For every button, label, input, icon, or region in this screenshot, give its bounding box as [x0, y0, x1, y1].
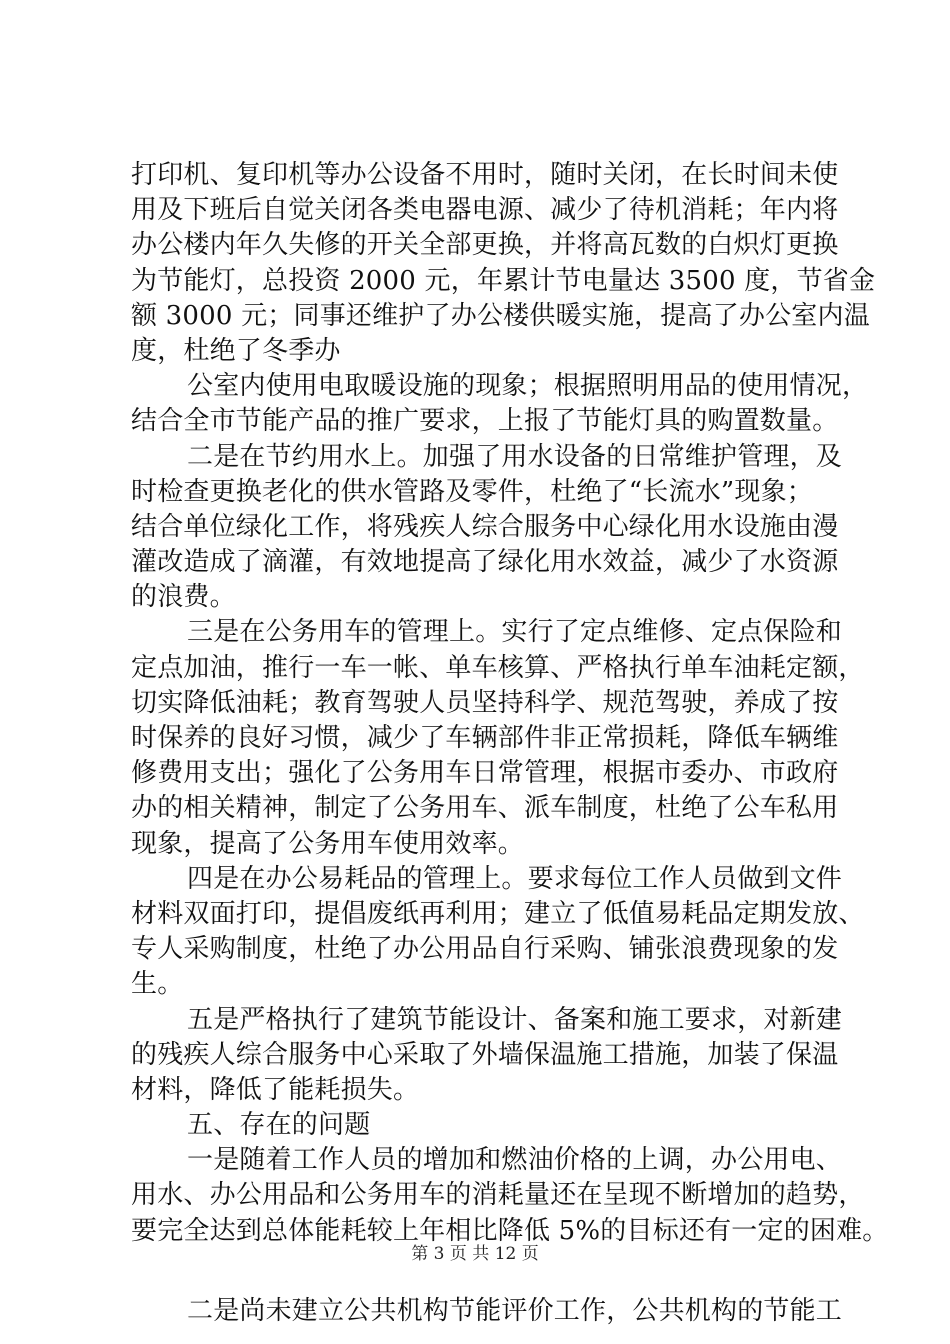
text-line: 材料，降低了能耗损失。	[131, 1074, 420, 1105]
text-line: 结合全市节能产品的推广要求，上报了节能灯具的购置数量。	[131, 406, 839, 437]
page-footer: 第 3 页 共 12 页	[411, 1244, 539, 1264]
text-line: 切实降低油耗；教育驾驶人员坚持科学、规范驾驶，养成了按	[131, 687, 839, 718]
text-line: 的浪费。	[131, 582, 236, 613]
text-line: 修费用支出；强化了公务用车日常管理，根据市委办、市政府	[131, 758, 839, 789]
text-line: 公室内使用电取暖设施的现象；根据照明用品的使用情况，	[187, 371, 869, 402]
text-line: 四是在办公易耗品的管理上。要求每位工作人员做到文件	[187, 863, 843, 894]
text-line: 生。	[131, 969, 184, 1000]
text-line: 现象，提高了公务用车使用效率。	[131, 828, 525, 859]
text-line: 灌改造成了滴灌，有效地提高了绿化用水效益，减少了水资源	[131, 547, 839, 578]
text-line: 用及下班后自觉关闭各类电器电源、减少了待机消耗；年内将	[131, 195, 839, 226]
text-line: 时检查更换老化的供水管路及零件，杜绝了“长流水”现象；	[131, 476, 813, 507]
text-line: 五、存在的问题	[187, 1110, 371, 1141]
text-line: 要完全达到总体能耗较上年相比降低 5%的目标还有一定的困难。	[131, 1215, 889, 1246]
text-line: 定点加油，推行一车一帐、单车核算、严格执行单车油耗定额，	[131, 652, 865, 683]
text-line: 度，杜绝了冬季办	[131, 335, 341, 366]
text-line: 用水、办公用品和公务用车的消耗量还在呈现不断增加的趋势，	[131, 1180, 865, 1211]
text-line: 额 3000 元；同事还维护了办公楼供暖实施，提高了办公室内温	[131, 300, 870, 331]
text-line: 时保养的良好习惯，减少了车辆部件非正常损耗，降低车辆维	[131, 723, 839, 753]
text-line: 材料双面打印，提倡废纸再利用；建立了低值易耗品定期发放、	[131, 898, 865, 929]
text-line: 三是在公务用车的管理上。实行了定点维修、定点保险和	[187, 617, 843, 648]
text-line: 的残疾人综合服务中心采取了外墙保温施工措施，加装了保温	[131, 1039, 839, 1070]
text-line: 二是在节约用水上。加强了用水设备的日常维护管理，及	[187, 441, 843, 472]
text-line: 办公楼内年久失修的开关全部更换，并将高瓦数的白炽灯更换	[131, 230, 839, 261]
text-line: 五是严格执行了建筑节能设计、备案和施工要求，对新建	[187, 1004, 843, 1035]
text-line: 为节能灯，总投资 2000 元，年累计节电量达 3500 度，节省金	[131, 265, 876, 296]
text-line: 一是随着工作人员的增加和燃油价格的上调，办公用电、	[187, 1145, 843, 1176]
text-line: 二是尚未建立公共机构节能评价工作，公共机构的节能工	[187, 1295, 843, 1326]
document-body	[131, 158, 889, 1329]
text-line: 结合单位绿化工作，将残疾人综合服务中心绿化用水设施由漫	[131, 511, 839, 542]
text-line: 打印机、复印机等办公设备不用时，随时关闭，在长时间未使	[131, 160, 839, 190]
text-line: 专人采购制度，杜绝了办公用品自行采购、铺张浪费现象的发	[131, 934, 839, 965]
text-line: 办的相关精神，制定了公务用车、派车制度，杜绝了公车私用	[131, 793, 839, 824]
